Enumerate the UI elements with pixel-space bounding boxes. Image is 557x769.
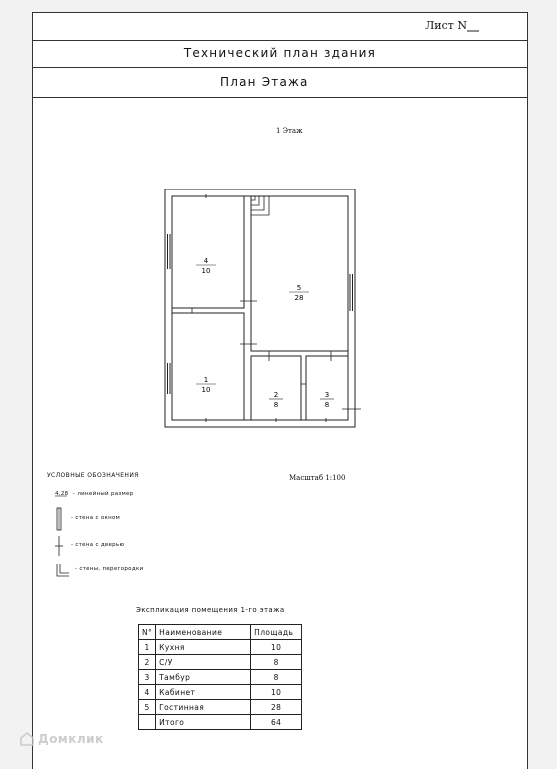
row-name: Кабинет xyxy=(156,685,251,700)
scale-label: Масштаб 1:100 xyxy=(289,474,346,482)
room-label-3 xyxy=(320,391,334,409)
room-3-area: 8 xyxy=(324,401,330,409)
header-divider-2 xyxy=(33,67,527,68)
explication-table xyxy=(138,624,302,730)
row-number: 5 xyxy=(139,700,156,715)
row-number: 3 xyxy=(139,670,156,685)
window-right xyxy=(350,274,355,311)
door-room4-room5 xyxy=(240,295,257,307)
legend-dimension-sample: 4,28 xyxy=(55,491,69,497)
row-number: 2 xyxy=(139,655,156,670)
legend-item-walls: - стены, перегородки xyxy=(75,566,144,572)
room-3-outline xyxy=(306,356,348,420)
window-left-upper xyxy=(165,234,170,269)
table-row xyxy=(139,700,302,715)
total-label: Итого xyxy=(156,715,251,730)
table-row xyxy=(139,670,302,685)
row-number: 1 xyxy=(139,640,156,655)
row-name: Кухня xyxy=(156,640,251,655)
document-sheet xyxy=(32,12,528,769)
row-area: 10 xyxy=(251,685,302,700)
legend-item-dimension: - линейный размер xyxy=(73,491,134,497)
room-label-5 xyxy=(289,284,309,302)
header-divider-3 xyxy=(33,97,527,98)
room-2-area: 8 xyxy=(273,401,279,409)
floor-plan xyxy=(161,189,361,439)
sheet-number-label: Лист N xyxy=(425,19,467,32)
legend-title: УСЛОВНЫЕ ОБОЗНАЧЕНИЯ xyxy=(47,472,139,479)
room-3-number: 3 xyxy=(324,391,330,399)
legend-wall-symbol xyxy=(57,564,69,576)
legend-door-symbol xyxy=(55,536,63,556)
table-total-row xyxy=(139,715,302,730)
room-5-area: 28 xyxy=(294,294,304,302)
door-room1-room5 xyxy=(240,338,257,350)
room-5-outline xyxy=(251,196,348,351)
room-4-area: 10 xyxy=(201,267,211,275)
row-area: 28 xyxy=(251,700,302,715)
door-room2 xyxy=(261,351,277,361)
sheet-number-blank xyxy=(467,19,479,33)
row-name: С/У xyxy=(156,655,251,670)
room-4-number: 4 xyxy=(203,257,209,265)
row-area: 8 xyxy=(251,655,302,670)
room-1-number: 1 xyxy=(203,376,209,384)
row-name: Гостинная xyxy=(156,700,251,715)
table-row xyxy=(139,655,302,670)
total-value: 64 xyxy=(251,715,302,730)
header-number: N° xyxy=(139,625,156,640)
room-label-4 xyxy=(196,257,216,275)
room-2-number: 2 xyxy=(273,391,279,399)
room-label-1 xyxy=(196,376,216,394)
row-number: 4 xyxy=(139,685,156,700)
room-2-outline xyxy=(251,356,301,420)
room-label-2 xyxy=(269,391,283,409)
window-left-lower xyxy=(165,363,170,394)
header-name: Наименование xyxy=(156,625,251,640)
table-header-row xyxy=(139,625,302,640)
row-area: 8 xyxy=(251,670,302,685)
room-4-outline xyxy=(172,196,244,308)
watermark-logo-icon xyxy=(20,732,34,746)
total-number-cell xyxy=(139,715,156,730)
legend-window-symbol xyxy=(57,508,61,530)
table-row xyxy=(139,685,302,700)
room-5-number: 5 xyxy=(296,284,302,292)
room-1-outline xyxy=(172,313,244,420)
watermark-text: Домклик xyxy=(38,732,104,746)
legend-item-door: - стена с дверью xyxy=(71,542,125,548)
table-row xyxy=(139,640,302,655)
header-divider-1 xyxy=(33,40,527,41)
document-subtitle: План Этажа xyxy=(220,75,309,89)
stairs-mark xyxy=(251,196,269,215)
legend-symbols xyxy=(55,488,95,588)
door-entrance xyxy=(342,403,361,415)
legend-item-window: - стена с окном xyxy=(71,515,121,521)
floor-label: 1 Этаж xyxy=(276,127,303,135)
row-name: Тамбур xyxy=(156,670,251,685)
document-title: Технический план здания xyxy=(183,46,377,60)
room-1-area: 10 xyxy=(201,386,211,394)
explication-title: Экспликация помещения 1-го этажа xyxy=(136,606,285,614)
row-area: 10 xyxy=(251,640,302,655)
header-area: Площадь xyxy=(251,625,302,640)
door-room3 xyxy=(323,351,339,361)
